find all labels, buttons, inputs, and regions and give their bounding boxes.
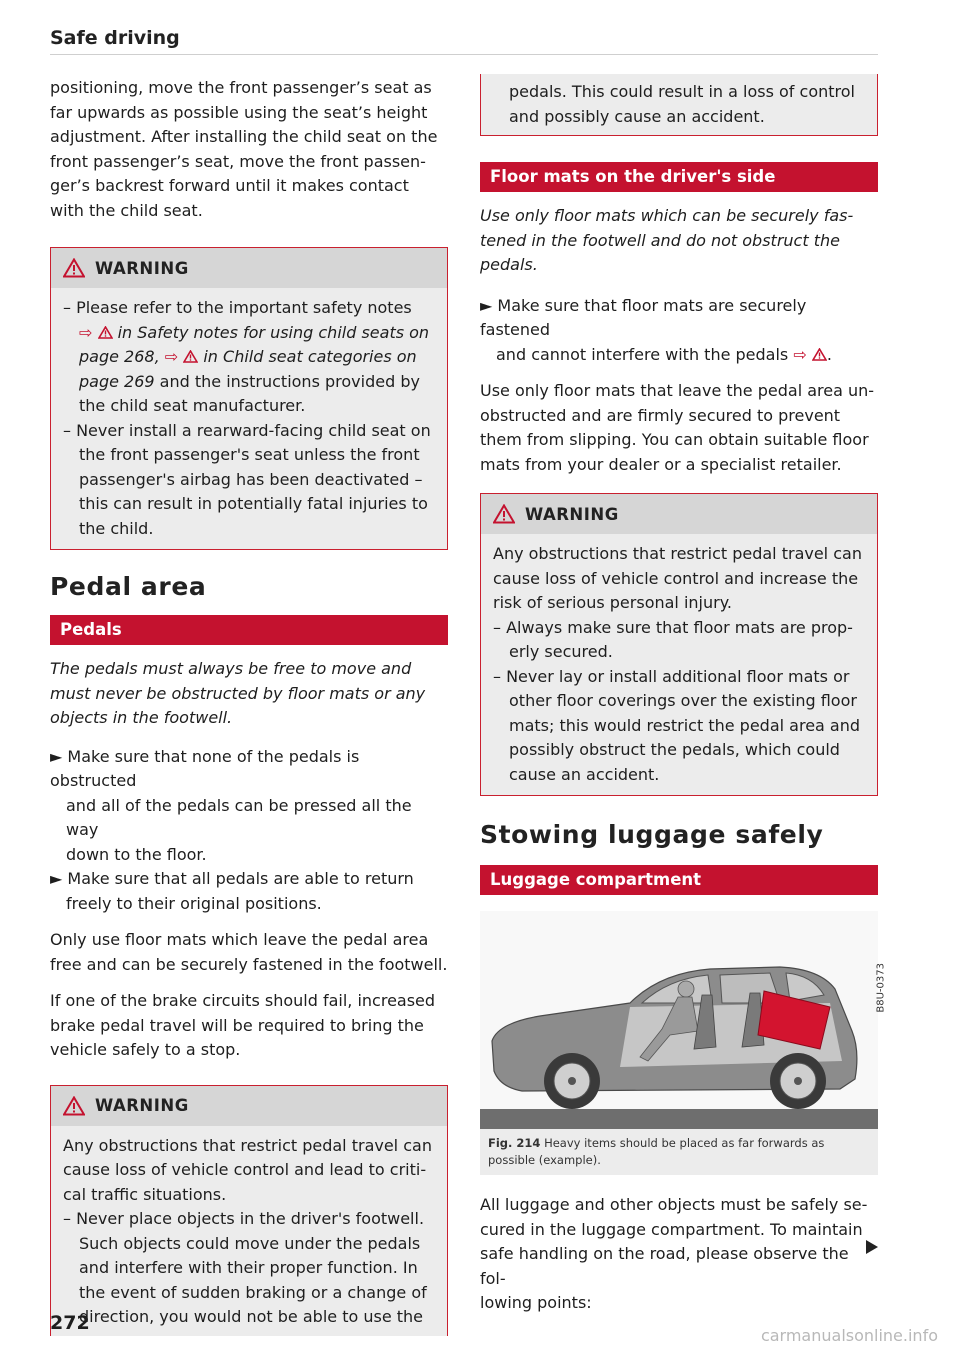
text-line: and possibly cause an accident. [509, 106, 765, 126]
figure-label: Fig. 214 [488, 1136, 541, 1150]
intro-italic [50, 657, 448, 731]
warning-body [481, 534, 877, 795]
page-reference[interactable]: page 269 [79, 371, 155, 391]
text-line: cause loss of vehicle control and lead to criti- [63, 1160, 427, 1179]
page-header [50, 24, 878, 55]
warning-item [63, 296, 435, 419]
warning-header [481, 494, 877, 534]
text-line: Only use floor mats which leave the pedal area [50, 930, 429, 949]
text-line: possibly obstruct the pedals, which could [509, 740, 840, 759]
intro-paragraph [50, 76, 448, 223]
text-line: – Never install a rearward-facing child seat on [63, 420, 431, 440]
text-line: ger’s backrest forward until it makes contact [50, 176, 409, 195]
cross-reference-link[interactable]: in Safety notes for using child seats on [112, 322, 430, 342]
caption-line [488, 1135, 870, 1152]
intro-italic [480, 204, 878, 278]
text-line: obstructed and are firmly secured to prevent [480, 405, 841, 425]
arrow-right-icon: ⇨ [793, 344, 807, 364]
figure-code: B8U-0373 [876, 963, 887, 1013]
step-list [480, 294, 878, 368]
warning-box-floor-mats [480, 493, 878, 796]
text-line [63, 370, 435, 395]
warning-triangle-icon [63, 1096, 85, 1116]
step-list [50, 745, 448, 917]
text-line: adjustment. After installing the child seat on the [50, 127, 438, 146]
step-item: ► Make sure that none of the pedals is obstructed [50, 746, 360, 790]
text-line: erly secured. [509, 642, 613, 661]
text-line: Use only floor mats that leave the pedal area un- [480, 381, 875, 400]
text-line: the child. [79, 518, 154, 538]
text-line: pedals. This could result in a loss of control [509, 82, 855, 101]
text-line: and all of the pedals can be pressed all the way [66, 795, 412, 839]
figure-image [480, 911, 887, 1129]
paragraph [480, 1193, 878, 1316]
text-fragment: . [826, 344, 832, 364]
left-column [50, 76, 448, 1336]
text-line [480, 343, 878, 368]
text-line: – Never lay or install additional floor mats or [493, 666, 850, 686]
text-line: cal traffic situations. [63, 1184, 227, 1204]
text-line: Any obstructions that restrict pedal travel can [63, 1135, 432, 1155]
text-line: down to the floor. [66, 844, 207, 864]
warning-continuation-box [480, 74, 878, 136]
text-line: far upwards as possible using the seat’s height [50, 102, 428, 122]
subsection-title: Pedals [50, 615, 448, 645]
text-line: passenger's airbag has been deactivated – [79, 469, 423, 489]
warning-triangle-icon [183, 350, 198, 363]
text-line: with the child seat. [50, 200, 203, 220]
text-line: vehicle safely to a stop. [50, 1040, 241, 1059]
text-line: mats from your dealer or a specialist retailer. [480, 454, 842, 474]
warning-header [51, 248, 447, 288]
warning-body [51, 1126, 447, 1336]
right-column [480, 76, 887, 1316]
figure-caption [480, 1129, 878, 1175]
text-line: – Please refer to the important safety notes [63, 298, 412, 317]
warning-triangle-icon [98, 326, 113, 339]
caption-line: possible (example). [488, 1153, 601, 1167]
text-line: If one of the brake circuits should fail, increased [50, 991, 436, 1010]
arrow-right-icon: ⇨ [79, 322, 93, 342]
text-line: cured in the luggage compartment. To maintain [480, 1219, 863, 1239]
car-luggage-illustration [480, 911, 878, 1129]
page-reference[interactable]: page 268, [79, 347, 160, 366]
subsection-title: Floor mats on the driver's side [480, 162, 878, 192]
text-line: positioning, move the front passenger’s seat as [50, 78, 432, 97]
warning-body [481, 74, 877, 135]
text-line: the front passenger's seat unless the front [79, 445, 420, 464]
paragraph [480, 379, 878, 477]
cross-reference-line [63, 321, 435, 346]
warning-label: WARNING [95, 1096, 189, 1115]
text-line: front passenger’s seat, move the front passen- [50, 151, 426, 171]
warning-label: WARNING [525, 504, 619, 524]
figure [480, 911, 887, 1175]
text-line: safe handling on the road, please observe the fol- [480, 1244, 849, 1288]
text-line: Use only floor mats which can be securely fas- [480, 206, 854, 225]
text-line: risk of serious personal injury. [493, 593, 732, 612]
step-item: ► Make sure that floor mats are securely fastened [480, 295, 807, 339]
text-line: direction, you would not be able to use the [79, 1307, 423, 1326]
warning-triangle-icon[interactable] [812, 348, 827, 361]
text-line: freely to their original positions. [66, 893, 322, 913]
text-line: The pedals must always be free to move and [50, 659, 412, 678]
warning-box-child-seat [50, 247, 448, 550]
text-line: and interfere with their proper function. In [79, 1258, 418, 1277]
cross-reference-line [63, 345, 435, 370]
caption-text: Heavy items should be placed as far forwards as [540, 1136, 825, 1150]
text-line: lowing points: [480, 1293, 592, 1312]
paragraph [50, 928, 448, 977]
cross-reference-link[interactable]: in Child seat categories on [198, 347, 417, 366]
text-line: Such objects could move under the pedals [79, 1233, 421, 1253]
text-fragment: and the instructions provided by [154, 371, 420, 391]
text-line: them from slipping. You can obtain suitable floor [480, 430, 869, 449]
warning-label: WARNING [95, 258, 189, 278]
page-title: Safe driving [50, 27, 180, 49]
text-line: this can result in potentially fatal injuries to [79, 494, 428, 513]
text-line: mats; this would restrict the pedal area and [509, 715, 861, 735]
text-line: Any obstructions that restrict pedal travel can [493, 544, 862, 563]
warning-item [63, 419, 435, 542]
text-line: objects in the footwell. [50, 708, 233, 727]
section-title: Stowing luggage safely [480, 820, 824, 849]
section-title: Pedal area [50, 572, 207, 601]
watermark: carmanualsonline.info [760, 1326, 938, 1345]
warning-header [51, 1086, 447, 1126]
text-line: the child seat manufacturer. [79, 396, 306, 415]
warning-triangle-icon [63, 258, 85, 278]
text-line: tened in the footwell and do not obstruct the [480, 230, 840, 250]
warning-triangle-icon [493, 504, 515, 524]
text-line: the event of sudden braking or a change of [79, 1282, 427, 1302]
step-item: ► Make sure that all pedals are able to return [50, 869, 414, 888]
subsection-title: Luggage compartment [480, 865, 878, 895]
text-line: other floor coverings over the existing floor [509, 691, 857, 710]
text-line: must never be obstructed by floor mats or any [50, 683, 426, 703]
arrow-right-icon: ⇨ [159, 347, 179, 366]
page-number: 272 [50, 1312, 90, 1334]
text-line: brake pedal travel will be required to bring the [50, 1015, 424, 1035]
paragraph [50, 989, 448, 1063]
text-line: – Always make sure that floor mats are prop- [493, 617, 853, 637]
text-line: free and can be securely fastened in the footwell. [50, 954, 448, 974]
text-line: pedals. [480, 255, 538, 274]
continue-arrow-icon [866, 1240, 878, 1254]
text-line: cause an accident. [509, 764, 660, 784]
text-fragment: and cannot interfere with the pedals [496, 344, 794, 364]
warning-box-pedal-travel [50, 1085, 448, 1336]
text-line: – Never place objects in the driver's footwell. [63, 1209, 425, 1228]
text-line: cause loss of vehicle control and increase the [493, 568, 859, 588]
warning-body [51, 288, 447, 549]
text-line: All luggage and other objects must be safely se- [480, 1195, 868, 1214]
